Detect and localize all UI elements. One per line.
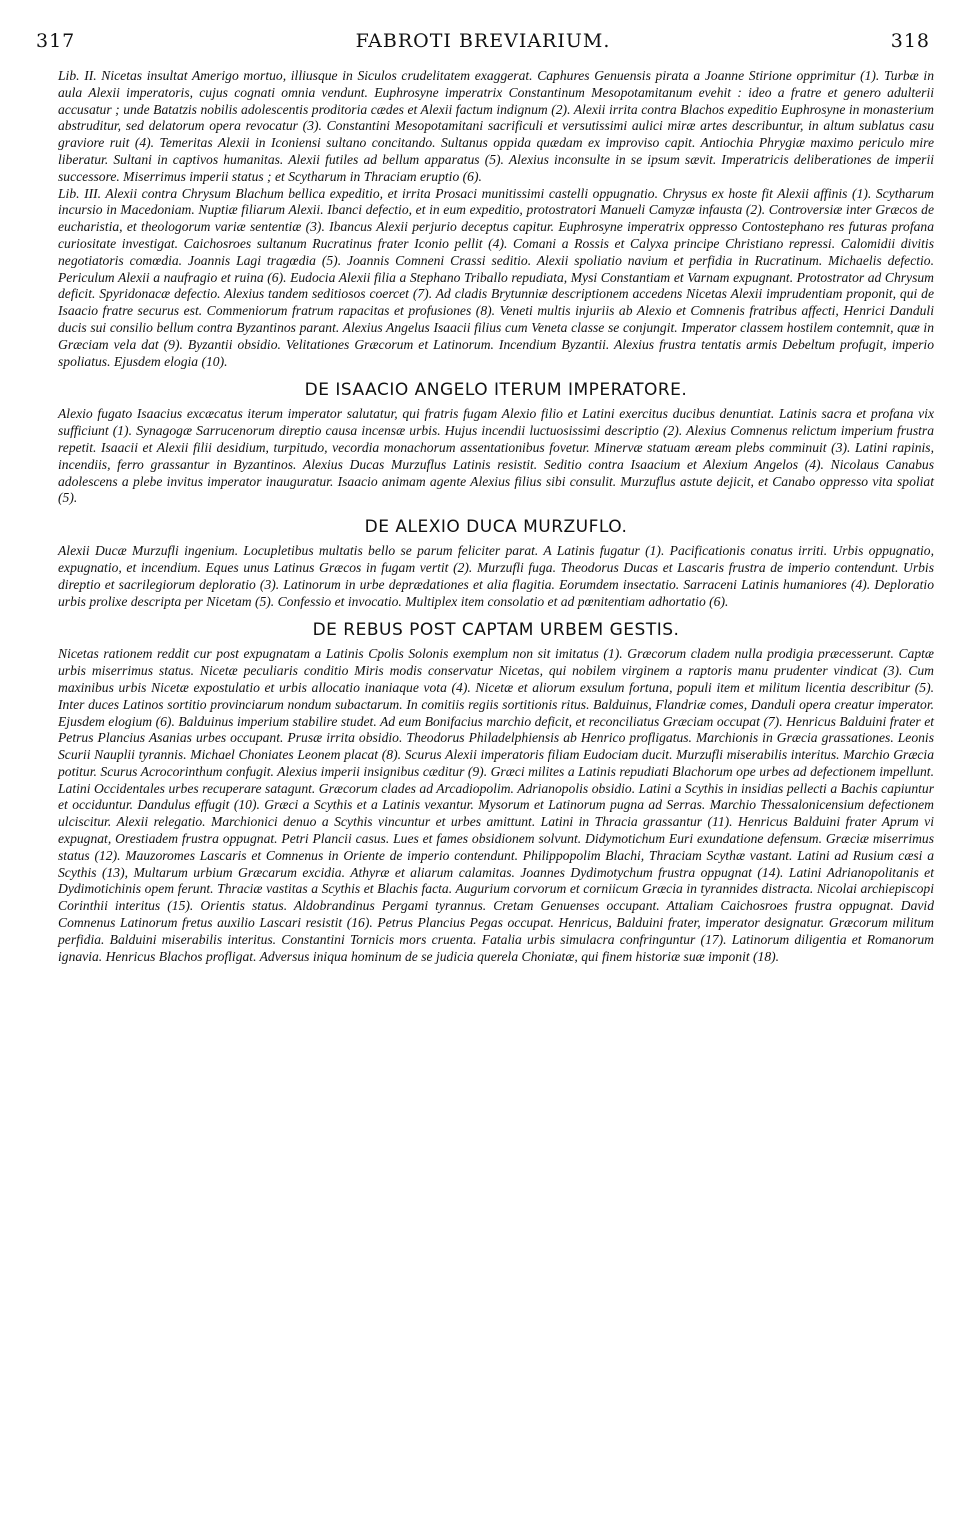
section-title-post-captam: DE REBUS POST CAPTAM URBEM GESTIS. (312, 620, 680, 641)
running-title: FABROTI BREVIARIUM. (355, 30, 611, 52)
section-text-isaacio: Alexio fugato Isaacius excæcatus iterum imperator salutatur, qui fratris fugam Alexio filio et Latini exercitus ducibus denuntiat. Latinis sacra et profana vix sufficiunt (1). Synagogæ Sarrucenorum direptio causa incensæ urbis. Hujus incendii luctuosissimi descriptio (2). Alexius Comnenus relictum imperium frustra repetit. Isaacii et Alexii filii desidium, turpitudo, vecordia monachorum assentationibus fovetur. Minervæ statuam æream plebs comminuit (3). Latini rapinis, incendiis, ferro grassantur in Byzantinos. Alexius Ducas Murzuflus Latinis resistit. Seditio contra Isaacium et Alexium Angelos (4). Nicolaus Canabus adolescens a plebe invitus imperator inauguratur. Isaacio animam agente Alexius filius sibi consulit. Murzuflus astute dejicit, et Canabo oppresso vita spoliat (5). (58, 406, 934, 506)
section-text-murzuflo: Alexii Ducæ Murzufli ingenium. Locupletibus multatis bello se parum feliciter parat. A Latinis fugatur (1). Pacificationis conatus irriti. Urbis oppugnatio, expugnatio, et incendium. Eques unus Latinus Græcos in fugam vertit (2). Murzufli fuga. Theodorus Ducas et Lascaris frustra de imperio contendunt. Urbis direptio et sacrilegiorum deploratio (3). Latinorum in urbe deprædationes et alia flagitia. Eorumdem insectatio. Sarraceni Latinis humaniores (4). Deploratio urbis prolixe descripta per Nicetam (5). Confessio et invocatio. Multiplex item consolatio et ad pœnitentiam adhortatio (6). (58, 543, 934, 609)
section-title-isaacio: DE ISAACIO ANGELO ITERUM IMPERATORE. (304, 380, 688, 401)
page-number-right: 318 (890, 30, 930, 52)
running-header (36, 26, 930, 56)
page-number-left: 317 (36, 30, 76, 52)
section-text-post-captam: Nicetas rationem reddit cur post expugnatam a Latinis Cpolis Solonis exemplum non sit imitatus (1). Græcorum cladem nulla prodigia præcesserunt. Captæ urbis miserrimus status. Nicetæ peculiaris conditio Miris modis conservatur Nicetas, qui nobilem virginem a raptoris manu prudenter vindicat (3). Cum maxinibus urbis Nicetæ expostulatio et urbis allocatio inaniaque vota (4). Nicetæ et aliorum exsulum fortuna, populi item et militum licentia describitur (5). Inter duces Latinos sortitio provinciarum nondum subactarum. In comitiis regiis sortitionis ritus. Balduinus, Flandriæ comes, Danduli opera creatur imperator. Ejusdem elogium (6). Balduinus imperium stabilire studet. Ad eum Bonifacius marchio deficit, et reconciliatus Græciam occupat (7). Henricus Balduini frater et Petrus Plancius Asanias urbes occupant. Prusæ irrita obsidio. Theodorus Philadelphiensis ab Henrico profligatus. Marchionis in Græcia grassationes. Leonis Scurii Nauplii tyrannis. Michael Choniates Leonem placat (8). Scurus Alexii imperatoris filiam Eudociam ducit. Murzufli miserabilis interitus. Marchio Græcia potitur. Scurus Acrocorinthum confugit. Alexius imperii insignibus cæditur (9). Græci milites a Latinis repudiati Blachorum ope urbes ad defectionem impellunt. Latini Occidentales urbes recuperare satagunt. Græcorum clades ad Arcadiopolim. Adrianopolis obsidio. Latini a Scythis in insidias pellecti a Bachis capiuntur et occiduntur. Dandulus effugit (10). Græci a Scythis et a Latinis vexantur. Mysorum et Latinorum pugna ad Serras. Marchio Thessalonicensium defectionem ulciscitur. Alexii relegatio. Marchionici denuo a Scythis vincuntur et urbes amittunt. Latini in Thracia grassantur (11). Henricus Balduini frater Aprum vi expugnat, Orestiadem frustra oppugnat. Petri Plancii casus. Lues et fames obsidionem solvunt. Didymotichum Euri exundatione defensum. Græciæ miserrimus status (12). Mauzoromes Lascaris et Comnenus in Oriente de imperio contendunt. Philippopolim Blachi, Thraciam Scythæ vastant. Latini ad Rusium cæsi a Scythis (13), Multarum urbium Græcarum excidia. Athyræ et aliarum calamitas. Joannes Dydimotychum frustra oppugnat (14). Latini Adrianopolitanis et Dydimotichinis opem ferunt. Thraciæ vastitas a Scythis et Blachis facta. Augurium corvorum et corniicum Græcia in tyrannides distracta. Nicolai archiepiscopi Corinthii interitus (15). Orientis status. Aldobrandinus Pergami tyrannus. Cretam Genuenses occupant. Attaliam Caichosroes frustra oppugnat. David Comnenus Latinorum fretus auxilio Lascari resistit (16). Petrus Plancius Pegas occupat. Henricus, Balduini frater, imperator designatur. Græcorum militum perfidia. Balduini miserabilis interitus. Constantini Tornicis mors cruenta. Fatalia urbis simulacra confringuntur (17). Latinorum diligentia et Romanorum ignavia. Henricus Blachos profligat. Adversus iniqua hominum de se judicia querela Choniatæ, qui finem historiæ suæ imponit (18). (58, 646, 934, 964)
section-title-murzuflo: DE ALEXIO DUCA MURZUFLO. (364, 517, 628, 538)
paragraph-book-ii: Lib. II. Nicetas insultat Amerigo mortuo, illiusque in Siculos crudelitatem exaggerat. Caphures Genuensis pirata a Joanne Stirione opprimitur (1). Turbæ in aula Alexii imperatoris, cujus cognati omnia vendunt. Euphrosyne imperatrix Constantinum Mesopotamitanum evehit : ideo a fratre et genero adulterii accusatur ; unde Batatzis nobilis adolescentis proditoria cædes et Alexii factum indignum (2). Alexii irrita contra Blachos expeditio Euphrosyne in monasterium abstruditur, sed delatorum opera revocatur (3). Constantini Mesopotamitani sacrificuli et versutissimi aulici miræ artes describuntur, in altum sublatus casu graviore ruit (4). Temeritas Alexii in Iconiensi sultano concitando. Sultanus oppida quædam ex improviso capit. Antiochia Phrygiæ maximo periculo mire liberatur. Sultani in captivos humanitas. Alexii futiles ad bellum apparatus (5). Alexius inconsulte in se ipsum sævit. Imperatricis deliberationes de imperii successore. Miserrimus imperii status ; et Scytharum in Thraciam eruptio (6). (58, 68, 934, 184)
paragraph-book-iii: Lib. III. Alexii contra Chrysum Blachum bellica expeditio, et irrita Prosaci munitissimi castelli oppugnatio. Chrysus ex hoste fit Alexii affinis (1). Scytharum incursio in Macedoniam. Nuptiæ filiarum Alexii. Ibanci defectio, et in eum expeditio, protostratori Manueli Camyzæ infausta (2). Controversiæ inter Græcos de eucharistia, et theologorum variæ sententiæ (3). Ibancus Alexii perjurio deceptus capitur. Euphrosyne imperatrix oppresso Contostephano res futuras profana curiositate investigat. Caichosroes sultanum Rucratinus frater Iconio pellit (4). Comani a Rossis et Calyxa principe Christiano repressi. Calomidii divitis negotiatoris comœdia. Joannis Lagi tragœdia (5). Joannis Comneni Crassi seditio. Alexii spoliatio navium et perfidia in Rucratinum. Michaelis defectio. Periculum Alexii a naufragio et ruina (6). Eudocia Alexii filia a Stephano Triballo repudiata, Mysi Constantiam et Varnam expugnant. Protostrator ad Chrysum deficit. Spyridonacæ defectio. Alexius tandem seditiosos coercet (7). Ad cladis Brytunniæ descriptionem accedens Nicetas Alexii imprudentiam proponit, qui de Isaacio fratre securus est. Commeniorum fratrum rapacitas et profusiones (8). Veneti multis injuriis ab Alexio et Comnenis fratribus affecti, Henrici Danduli ducis sui consilio bellum contra Byzantinos parant. Alexius Angelus Isaacii filius cum Veneta classe se conjungit. Imperator classem hostilem contemnit, quæ in Græciam vela dat (9). Byzantii obsidio. Velitationes Græcorum et Latinorum. Incendium Byzantii. Alexius frustra tentatis armis Debeltum profugit, imperio spoliatus. Ejusdem elogia (10). (58, 185, 934, 369)
page-body (58, 68, 934, 1534)
